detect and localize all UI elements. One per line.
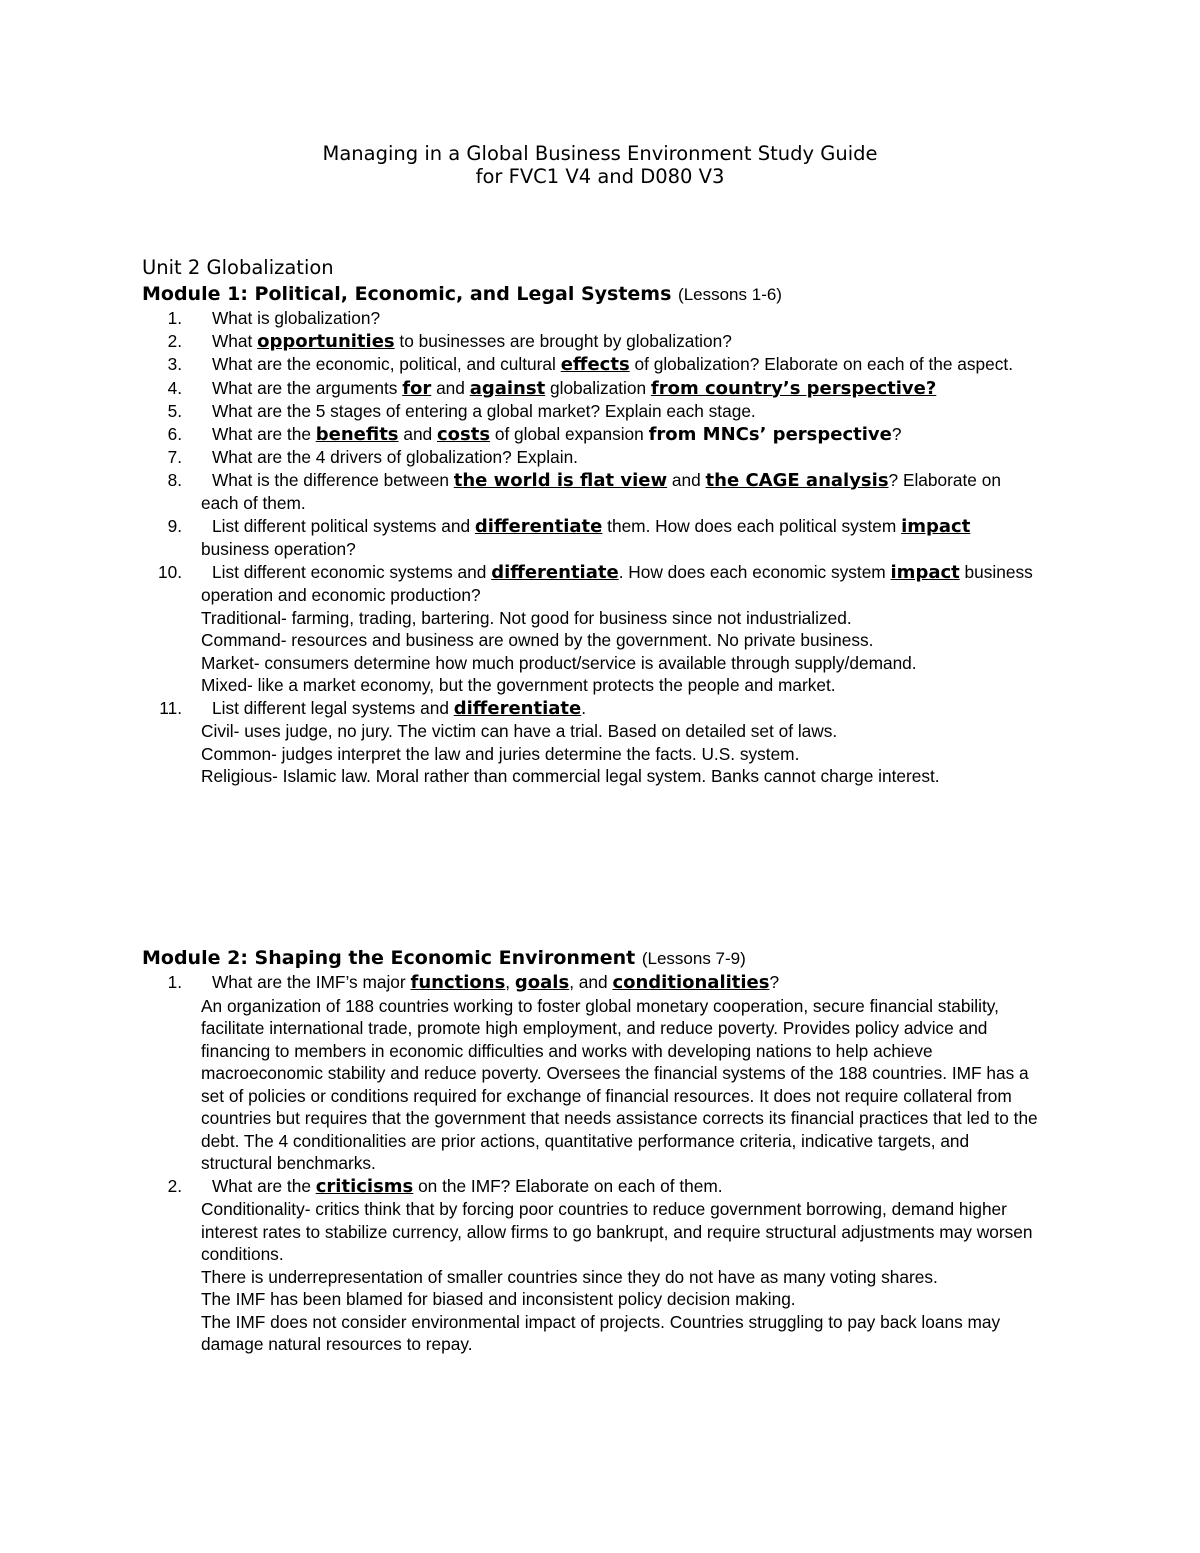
question-text: [201, 446, 1042, 469]
question-number: 8.: [167, 469, 182, 490]
question-item: [142, 307, 1042, 330]
question-text: [201, 561, 1042, 607]
question-item: [142, 561, 1042, 607]
emphasized-term: differentiate: [474, 515, 603, 537]
answer-line: Mixed- like a market economy, but the government protects the people and market.: [201, 675, 836, 695]
question-number: 10.: [157, 561, 182, 582]
module-2-heading: [142, 946, 746, 971]
question-text-part: ?: [891, 423, 902, 444]
question-text-part: What are the 4 drivers of globalization? Explain.: [212, 447, 578, 467]
document-title-line-2: for FVC1 V4 and D080 V3: [475, 165, 725, 188]
question-text: [201, 469, 1042, 515]
answer-paragraph: An organization of 188 countries working to foster global monetary cooperation, secure financial stability, facilitate international trade, promote high employment, and reduce poverty. Provides policy advice and financing to members in economic difficulties and works with developing nations to help achieve macroeconomic stability and reduce poverty. Oversees the financial systems of the 188 countries. IMF has a set of policies or conditions required for exchange of financial resources. It does not require collateral from countries but requires that the government that needs assistance corrects its financial practices that led to the debt. The 4 conditionalities are prior actions, quantitative performance criteria, indicative targets, and structural benchmarks.: [201, 995, 1038, 1173]
question-item: [142, 469, 1042, 515]
emphasized-term: conditionalities: [612, 972, 770, 993]
question-number: 7.: [167, 447, 182, 467]
question-text-part: ,: [505, 972, 515, 992]
question-text-part: to businesses are brought by globalization?: [394, 330, 732, 351]
question-text: [201, 330, 1042, 354]
emphasized-term: against: [469, 377, 546, 399]
document-title-line-1: Managing in a Global Business Environment Study Guide: [322, 142, 878, 165]
question-text-part: and: [398, 423, 437, 444]
emphasized-term: goals: [514, 972, 570, 993]
question-text-part: What is the difference between: [212, 469, 454, 490]
emphasized-term: effects: [560, 354, 630, 375]
question-number: 4.: [167, 377, 182, 398]
answer-line: Religious- Islamic law. Moral rather than commercial legal system. Banks cannot charge interest.: [201, 766, 940, 786]
emphasized-term: differentiate: [491, 561, 619, 583]
question-text-part: What are the: [212, 1175, 316, 1196]
question-number: 6.: [167, 423, 182, 444]
answer-line: Traditional- farming, trading, bartering. Not good for business since not industrialized.: [201, 607, 852, 628]
question-number: 2.: [167, 330, 182, 351]
question-number: 5.: [167, 401, 182, 421]
answer-line: Civil- uses judge, no jury. The victim can have a trial. Based on detailed set of laws.: [201, 721, 838, 741]
question-text: [201, 353, 1042, 377]
question-number: 1.: [167, 308, 182, 328]
question-text: [201, 515, 1042, 561]
answer-line: Command- resources and business are owned by the government. No private business.: [201, 630, 874, 650]
question-text-part: business operation?: [201, 539, 356, 559]
module-1-heading: [142, 282, 782, 307]
answer-line: Common- judges interpret the law and juries determine the facts. U.S. system.: [201, 743, 800, 764]
question-text-part: business operation and economic production?: [201, 561, 1033, 605]
question-text-part: and: [667, 469, 706, 490]
emphasized-term: costs: [436, 423, 491, 445]
question-text: [201, 307, 1042, 330]
question-text-part: ? Elaborate on each of them.: [201, 469, 1001, 513]
question-text: [201, 971, 1042, 995]
question-number: 11.: [159, 697, 182, 718]
answer-line: The IMF does not consider environmental impact of projects. Countries struggling to pay back loans may damage natural resources to repay.: [201, 1311, 1001, 1354]
module-2-title: Module 2: Shaping the Economic Environment: [142, 947, 642, 969]
module-1-question-list: [142, 307, 1042, 788]
bold-term: from MNCs’ perspective: [648, 423, 892, 445]
question-item: [142, 1175, 1042, 1199]
question-text-part: them. How does each political system: [602, 515, 902, 536]
question-text-part: of globalization? Elaborate on each of the aspect.: [629, 354, 1014, 374]
question-text-part: What: [212, 330, 258, 351]
emphasized-term: the CAGE analysis: [705, 469, 889, 491]
emphasized-term: from country’s perspective?: [650, 377, 937, 399]
question-text: [201, 697, 1042, 721]
question-text-part: of global expansion: [490, 423, 649, 444]
question-text: [201, 400, 1042, 423]
question-text-part: What are the 5 stages of entering a global market? Explain each stage.: [212, 401, 756, 421]
question-text-part: .: [581, 697, 587, 718]
question-number: 9.: [167, 515, 182, 536]
question-text-part: ?: [769, 972, 780, 992]
question-item: [142, 400, 1042, 423]
question-number: 3.: [167, 354, 182, 374]
question-text: [201, 377, 1042, 401]
question-text-part: List different political systems and: [212, 515, 475, 536]
question-item: [142, 377, 1042, 401]
question-text-part: . How does each economic system: [618, 561, 891, 582]
question-text-part: What are the arguments: [212, 377, 403, 398]
emphasized-term: the world is flat view: [453, 469, 668, 491]
answer-line: Conditionality- critics think that by forcing poor countries to reduce government borrowing, demand higher interest rates to stabilize currency, allow firms to go bankrupt, and require structural adjustments may worsen conditions.: [201, 1199, 1033, 1264]
emphasized-term: differentiate: [453, 697, 582, 719]
module-1-title: Module 1: Political, Economic, and Legal Systems: [142, 283, 679, 305]
question-text-part: What are the: [212, 423, 316, 444]
question-text-part: List different legal systems and: [212, 697, 454, 718]
module-1-lessons: (Lessons 1-6): [678, 285, 782, 304]
emphasized-term: impact: [890, 561, 960, 583]
question-item: [142, 515, 1042, 561]
question-text-part: on the IMF? Elaborate on each of them.: [413, 1175, 723, 1196]
question-text-part: List different economic systems and: [212, 561, 492, 582]
module-2-question-list: [142, 971, 1042, 1356]
answer-line: The IMF has been blamed for biased and inconsistent policy decision making.: [201, 1289, 796, 1309]
question-text-part: What are the IMF’s major: [212, 972, 411, 992]
emphasized-term: criticisms: [315, 1175, 414, 1197]
question-text: [201, 1175, 1042, 1199]
question-text-part: What is globalization?: [212, 308, 381, 328]
question-number: 1.: [167, 972, 182, 992]
unit-heading: Unit 2 Globalization: [142, 256, 334, 279]
emphasized-term: benefits: [315, 423, 399, 445]
answer-line: There is underrepresentation of smaller countries since they do not have as many voting shares.: [201, 1266, 938, 1287]
question-item: [142, 446, 1042, 469]
question-item: [142, 697, 1042, 721]
question-item: [142, 353, 1042, 377]
question-text-part: What are the economic, political, and cultural: [212, 354, 561, 374]
question-text: [201, 423, 1042, 447]
emphasized-term: functions: [410, 972, 506, 993]
question-item: [142, 330, 1042, 354]
question-text-part: globalization: [545, 377, 651, 398]
emphasized-term: for: [402, 377, 432, 399]
answer-line: Market- consumers determine how much product/service is available through supply/demand.: [201, 652, 917, 673]
question-item: [142, 423, 1042, 447]
emphasized-term: impact: [901, 515, 971, 537]
question-item: [142, 971, 1042, 995]
question-text-part: and: [431, 377, 470, 398]
question-text-part: , and: [569, 972, 613, 992]
emphasized-term: opportunities: [257, 330, 395, 352]
module-2-lessons: (Lessons 7-9): [641, 949, 746, 968]
question-number: 2.: [167, 1175, 182, 1196]
